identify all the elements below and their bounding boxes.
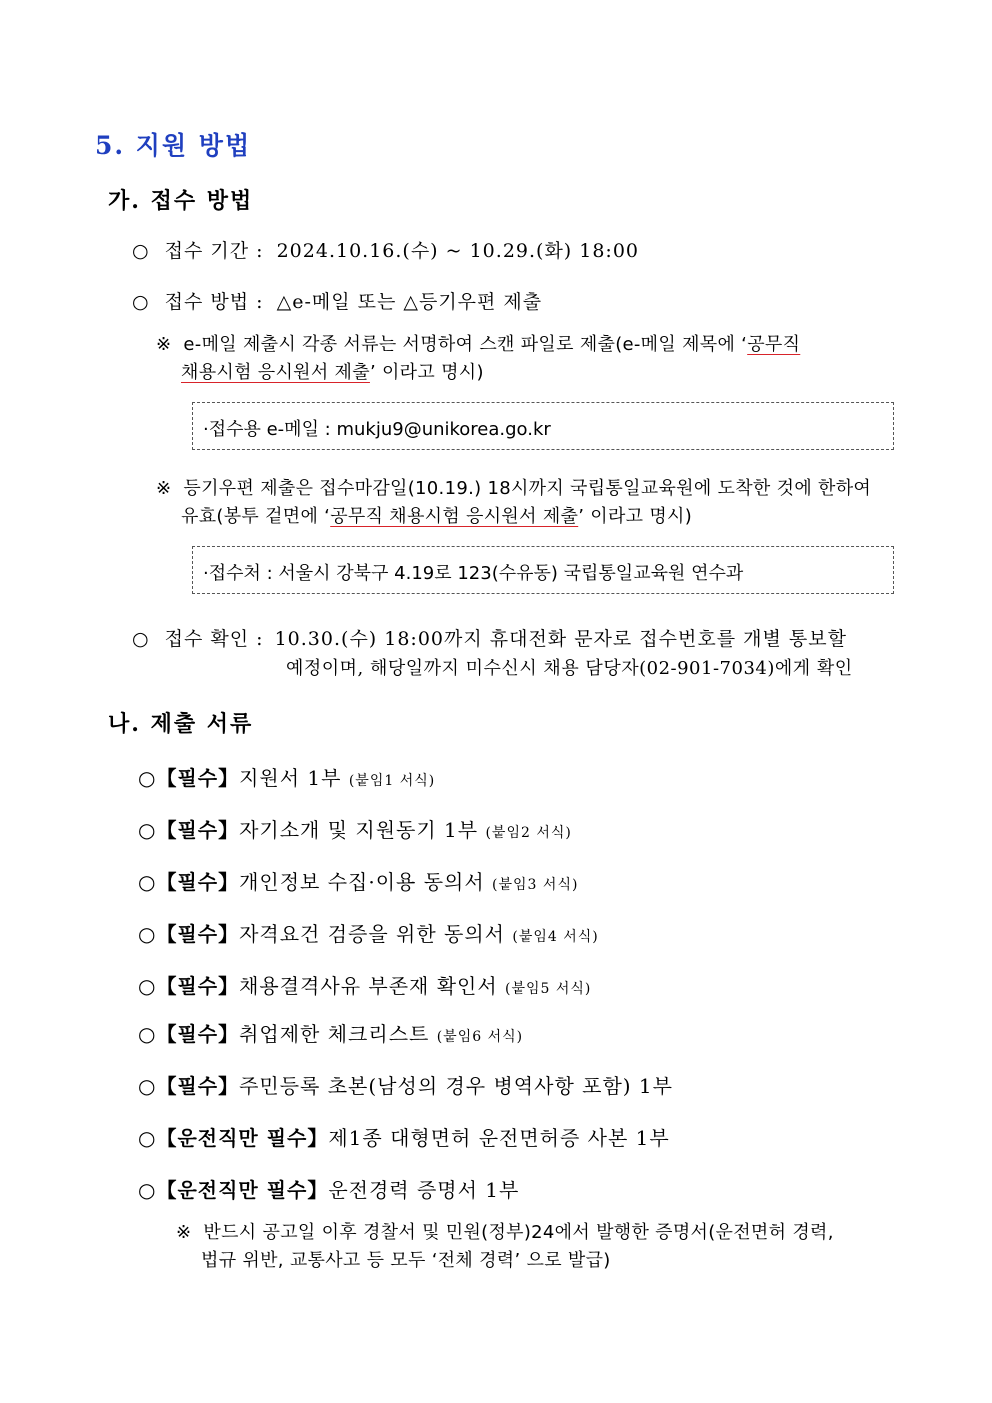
item-text: 채용결격사유 부존재 확인서 bbox=[239, 974, 498, 998]
mail-note-line1: 등기우편 제출은 접수마감일(10.19.) 18시까지 국립통일교육원에 도착한 것에 한하여 bbox=[183, 478, 872, 499]
document-item bbox=[138, 918, 599, 947]
item-note: (붙임3 서식) bbox=[492, 877, 579, 893]
document-item bbox=[138, 814, 572, 843]
item-tag: 【운전직만 필수】 bbox=[156, 1126, 329, 1150]
mail-info-text: ·접수처 : 서울시 강북구 4.19로 123(수유동) 국립통일교육원 연수과 bbox=[203, 563, 744, 584]
item-text: 주민등록 초본(남성의 경우 병역사항 포함) 1부 bbox=[239, 1074, 673, 1098]
document-item bbox=[138, 1018, 523, 1047]
item-tag: 【필수】 bbox=[156, 974, 240, 998]
item-tag: 【필수】 bbox=[156, 818, 240, 842]
method-label: 접수 방법 : bbox=[164, 291, 264, 313]
subsection-title-b: 나. 제출 서류 bbox=[108, 711, 254, 737]
item-tag: 【필수】 bbox=[156, 766, 240, 790]
confirm-row bbox=[132, 624, 853, 684]
circle-bullet-icon: ○ bbox=[138, 1022, 157, 1046]
circle-bullet-icon: ○ bbox=[138, 974, 157, 998]
item-text: 제1종 대형면허 운전면허증 사본 1부 bbox=[328, 1126, 670, 1150]
circle-bullet-icon: ○ bbox=[138, 1178, 157, 1202]
driving-record-note bbox=[176, 1219, 834, 1275]
item-text: 자기소개 및 지원동기 1부 bbox=[239, 818, 479, 842]
circle-bullet-icon: ○ bbox=[138, 922, 157, 946]
item-tag: 【필수】 bbox=[156, 870, 240, 894]
item-tag: 【필수】 bbox=[156, 1022, 240, 1046]
mail-note bbox=[156, 475, 871, 531]
period-label: 접수 기간 : bbox=[164, 240, 264, 262]
reference-mark-icon: ※ bbox=[156, 334, 172, 355]
reference-mark-icon: ※ bbox=[156, 478, 172, 499]
item-tag: 【필수】 bbox=[156, 922, 240, 946]
email-note-underlined-2: 채용시험 응시원서 제출 bbox=[181, 362, 370, 383]
email-note-underlined-1: 공무직 bbox=[747, 334, 801, 355]
item-text: 취업제한 체크리스트 bbox=[239, 1022, 430, 1046]
item-text: 개인정보 수집·이용 동의서 bbox=[239, 870, 485, 894]
item-note: (붙임2 서식) bbox=[485, 825, 572, 841]
circle-bullet-icon: ○ bbox=[138, 1074, 157, 1098]
driving-note-line1: 반드시 공고일 이후 경찰서 및 민원(정부)24에서 발행한 증명서(운전면허 경력, bbox=[203, 1222, 834, 1243]
mail-note-line2-pre: 유효(봉투 겉면에 ‘ bbox=[181, 506, 331, 527]
circle-bullet-icon: ○ bbox=[138, 818, 157, 842]
circle-bullet-icon: ○ bbox=[138, 1126, 157, 1150]
item-note: (붙임6 서식) bbox=[436, 1029, 524, 1045]
item-text: 운전경력 증명서 1부 bbox=[328, 1178, 520, 1202]
mail-note-underlined: 공무직 채용시험 응시원서 제출 bbox=[330, 506, 579, 527]
document-item bbox=[138, 866, 578, 895]
item-tag: 【운전직만 필수】 bbox=[156, 1178, 329, 1202]
confirm-label: 접수 확인 : bbox=[164, 628, 264, 650]
circle-bullet-icon: ○ bbox=[132, 291, 150, 313]
email-info-box bbox=[192, 402, 894, 450]
subsection-title-a: 가. 접수 방법 bbox=[108, 188, 254, 214]
driving-note-line2: 법규 위반, 교통사고 등 모두 ‘전체 경력’ 으로 발급) bbox=[201, 1250, 611, 1271]
item-text: 지원서 1부 bbox=[239, 766, 342, 790]
method-row bbox=[132, 287, 542, 314]
item-tag: 【필수】 bbox=[156, 1074, 240, 1098]
item-note: (붙임4 서식) bbox=[512, 929, 599, 945]
document-item bbox=[138, 970, 591, 999]
section-title: 5. 지원 방법 bbox=[95, 131, 252, 160]
confirm-line1: 10.30.(수) 18:00까지 휴대전화 문자로 접수번호를 개별 통보할 bbox=[274, 628, 847, 650]
period-row bbox=[132, 236, 639, 263]
circle-bullet-icon: ○ bbox=[132, 628, 150, 650]
document-item bbox=[138, 1174, 519, 1203]
email-note-line1: e-메일 제출시 각종 서류는 서명하여 스캔 파일로 제출(e-메일 제목에 ‘ bbox=[183, 334, 748, 355]
item-text: 자격요건 검증을 위한 동의서 bbox=[239, 922, 506, 946]
circle-bullet-icon: ○ bbox=[138, 870, 157, 894]
circle-bullet-icon: ○ bbox=[138, 766, 157, 790]
confirm-line2: 예정이며, 해당일까지 미수신시 채용 담당자(02-901-7034)에게 확인 bbox=[286, 658, 853, 679]
email-note bbox=[156, 331, 800, 387]
mail-note-line2-post: ’ 이라고 명시) bbox=[578, 506, 693, 527]
period-value: 2024.10.16.(수) ~ 10.29.(화) 18:00 bbox=[276, 240, 640, 262]
mail-info-box bbox=[192, 546, 894, 594]
circle-bullet-icon: ○ bbox=[132, 240, 150, 262]
item-note: (붙임5 서식) bbox=[505, 981, 592, 997]
document-item bbox=[138, 1122, 670, 1151]
document-item bbox=[138, 1070, 673, 1099]
document-item bbox=[138, 762, 435, 791]
email-info-text: ·접수용 e-메일 : mukju9@unikorea.go.kr bbox=[203, 419, 551, 440]
reference-mark-icon: ※ bbox=[176, 1222, 192, 1243]
method-value: △e-메일 또는 △등기우편 제출 bbox=[276, 291, 543, 313]
email-note-line2: ’ 이라고 명시) bbox=[369, 362, 484, 383]
item-note: (붙임1 서식) bbox=[348, 773, 436, 789]
